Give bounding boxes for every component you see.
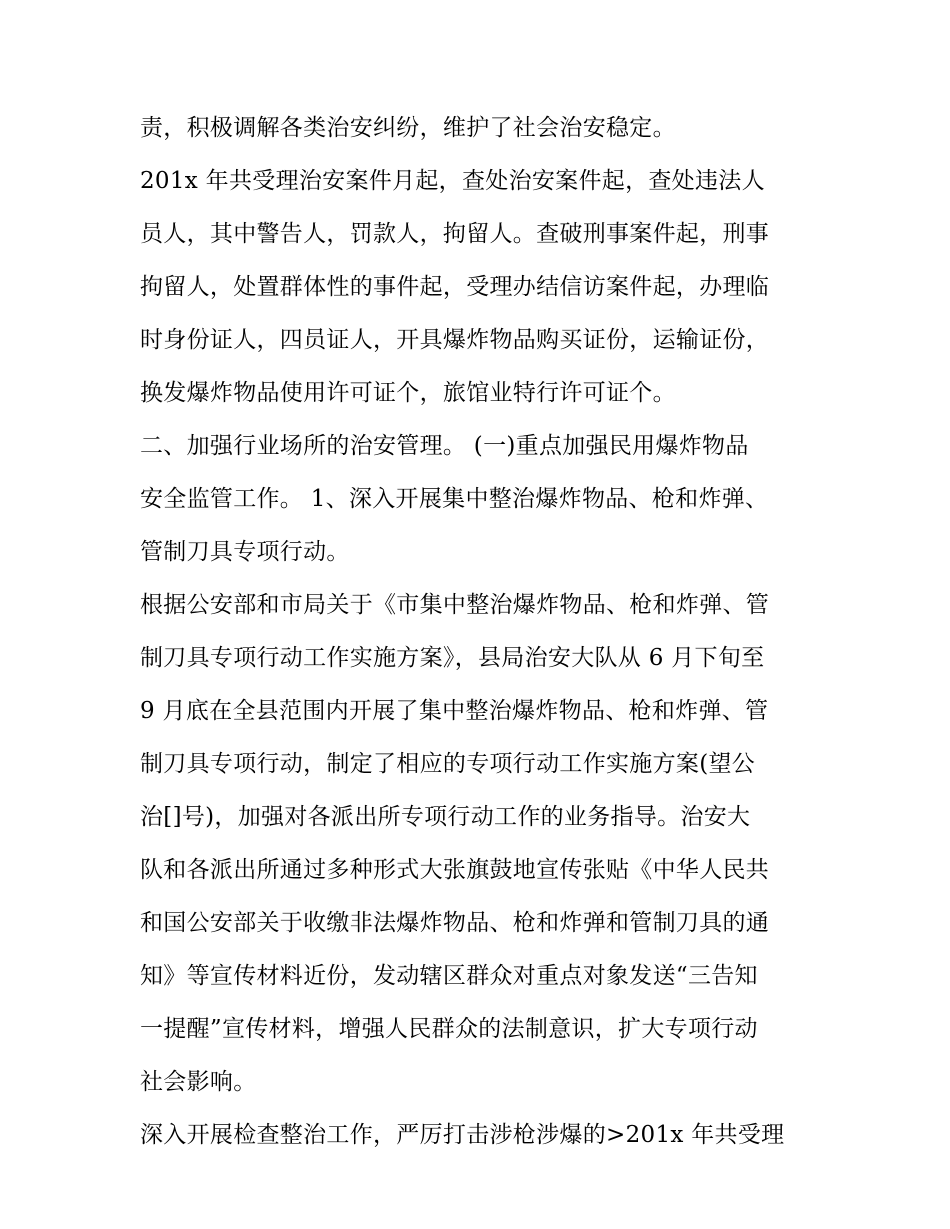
text-line: 二、加强行业场所的治安管理。 (一)重点加强民用爆炸物品	[140, 433, 749, 459]
text-line: 社会影响。	[140, 1069, 257, 1095]
text-line: 9 月底在全县范围内开展了集中整治爆炸物品、枪和炸弹、管	[140, 698, 769, 724]
text-line: 队和各派出所通过多种形式大张旗鼓地宣传张贴《中华人民共	[140, 857, 770, 883]
text-line: 制刀具专项行动，制定了相应的专项行动工作实施方案(望公	[140, 751, 756, 777]
text-line: 知》等宣传材料近份，发动辖区群众对重点对象发送“三告知	[140, 963, 758, 989]
text-line: 责，积极调解各类治安纠纷，维护了社会治安稳定。	[140, 115, 676, 141]
text-line: 安全监管工作。 1、深入开展集中整治爆炸物品、枪和炸弹、	[140, 486, 769, 512]
text-line: 和国公安部关于收缴非法爆炸物品、枪和炸弹和管制刀具的通	[140, 910, 770, 936]
text-line: 制刀具专项行动工作实施方案》，县局治安大队从 6 月下旬至	[140, 645, 765, 671]
text-line: 换发爆炸物品使用许可证个，旅馆业特行许可证个。	[140, 380, 676, 406]
text-line: 根据公安部和市局关于《市集中整治爆炸物品、枪和炸弹、管	[140, 592, 770, 618]
text-line: 员人，其中警告人，罚款人，拘留人。查破刑事案件起，刑事	[140, 221, 770, 247]
text-line: 治[]号)，加强对各派出所专项行动工作的业务指导。治安大	[140, 804, 751, 830]
text-line: 201x 年共受理治安案件月起，查处治安案件起，查处违法人	[140, 168, 765, 194]
text-line: 时身份证人，四员证人，开具爆炸物品购买证份，运输证份，	[140, 327, 770, 353]
text-line: 深入开展检查整治工作，严厉打击涉枪涉爆的>201x 年共受理	[140, 1122, 785, 1148]
text-line: 拘留人，处置群体性的事件起，受理办结信访案件起，办理临	[140, 274, 770, 300]
text-line: 一提醒”宣传材料，增强人民群众的法制意识，扩大专项行动	[140, 1016, 758, 1042]
text-line: 管制刀具专项行动。	[140, 539, 350, 565]
